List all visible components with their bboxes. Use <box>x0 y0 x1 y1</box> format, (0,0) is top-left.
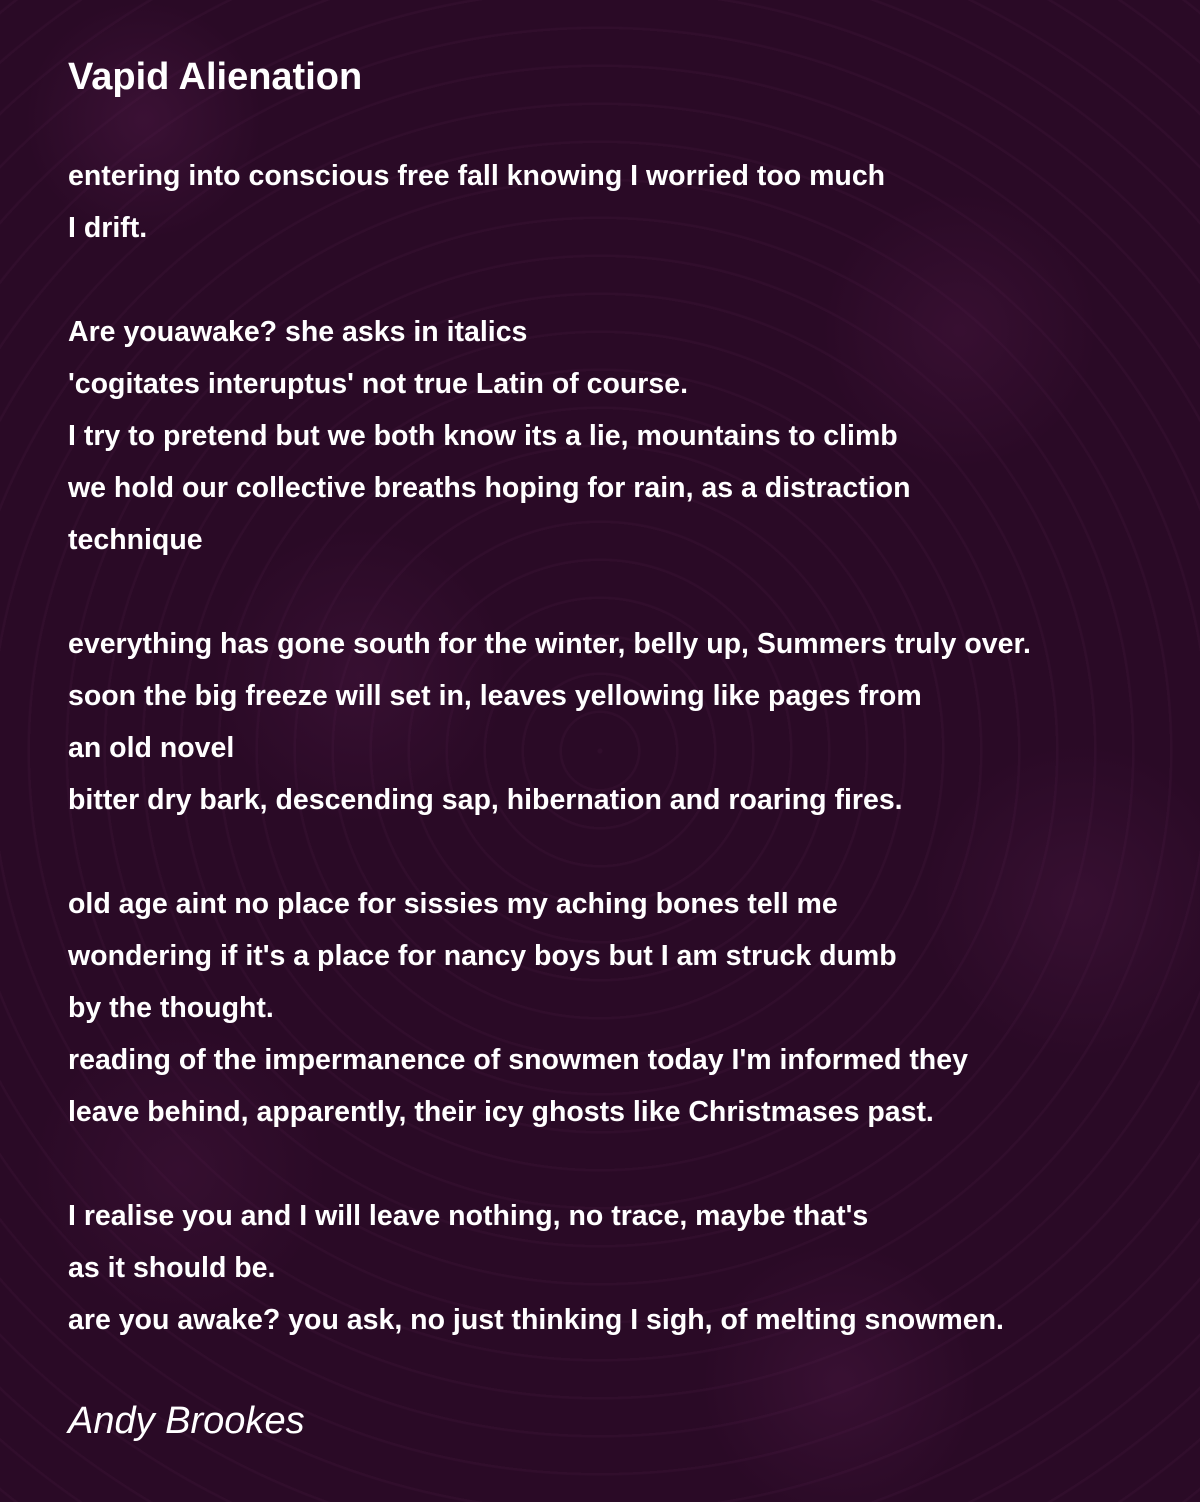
poem-line: we hold our collective breaths hoping for rain, as a distraction <box>68 472 911 504</box>
stanza-4 <box>68 878 1178 1138</box>
poem-line: soon the big freeze will set in, leaves yellowing like pages from <box>68 680 922 712</box>
poem-line: entering into conscious free fall knowing I worried too much <box>68 160 886 192</box>
stanza-5 <box>68 1190 1178 1346</box>
stanza-3 <box>68 618 1178 826</box>
poem-line: are you awake? you ask, no just thinking I sigh, of melting snowmen. <box>68 1304 1004 1336</box>
poem-line: 'cogitates interuptus' not true Latin of course. <box>68 368 689 400</box>
poem-body <box>68 150 1178 1346</box>
poem-line: wondering if it's a place for nancy boys but I am struck dumb <box>68 940 897 972</box>
poem-line: leave behind, apparently, their icy ghosts like Christmases past. <box>68 1096 934 1128</box>
poem-line: reading of the impermanence of snowmen today I'm informed they <box>68 1044 968 1076</box>
poem-line: technique <box>68 524 203 556</box>
poem-line: I try to pretend but we both know its a lie, mountains to climb <box>68 420 898 452</box>
stanza-1 <box>68 150 1178 254</box>
poem-line: by the thought. <box>68 992 274 1024</box>
poem-line: I drift. <box>68 212 148 244</box>
poem-line: everything has gone south for the winter, belly up, Summers truly over. <box>68 628 1031 660</box>
poem-line: Are youawake? she asks in italics <box>68 316 528 348</box>
poem-author: Andy Brookes <box>68 1400 305 1442</box>
poem-line: old age aint no place for sissies my aching bones tell me <box>68 888 838 920</box>
poem-title: Vapid Alienation <box>68 56 363 98</box>
poem-line: I realise you and I will leave nothing, no trace, maybe that's <box>68 1200 869 1232</box>
poem-page <box>68 54 1178 1444</box>
poem-line: an old novel <box>68 732 235 764</box>
stanza-2 <box>68 306 1178 566</box>
poem-line: bitter dry bark, descending sap, hibernation and roaring fires. <box>68 784 903 816</box>
poem-line: as it should be. <box>68 1252 276 1284</box>
